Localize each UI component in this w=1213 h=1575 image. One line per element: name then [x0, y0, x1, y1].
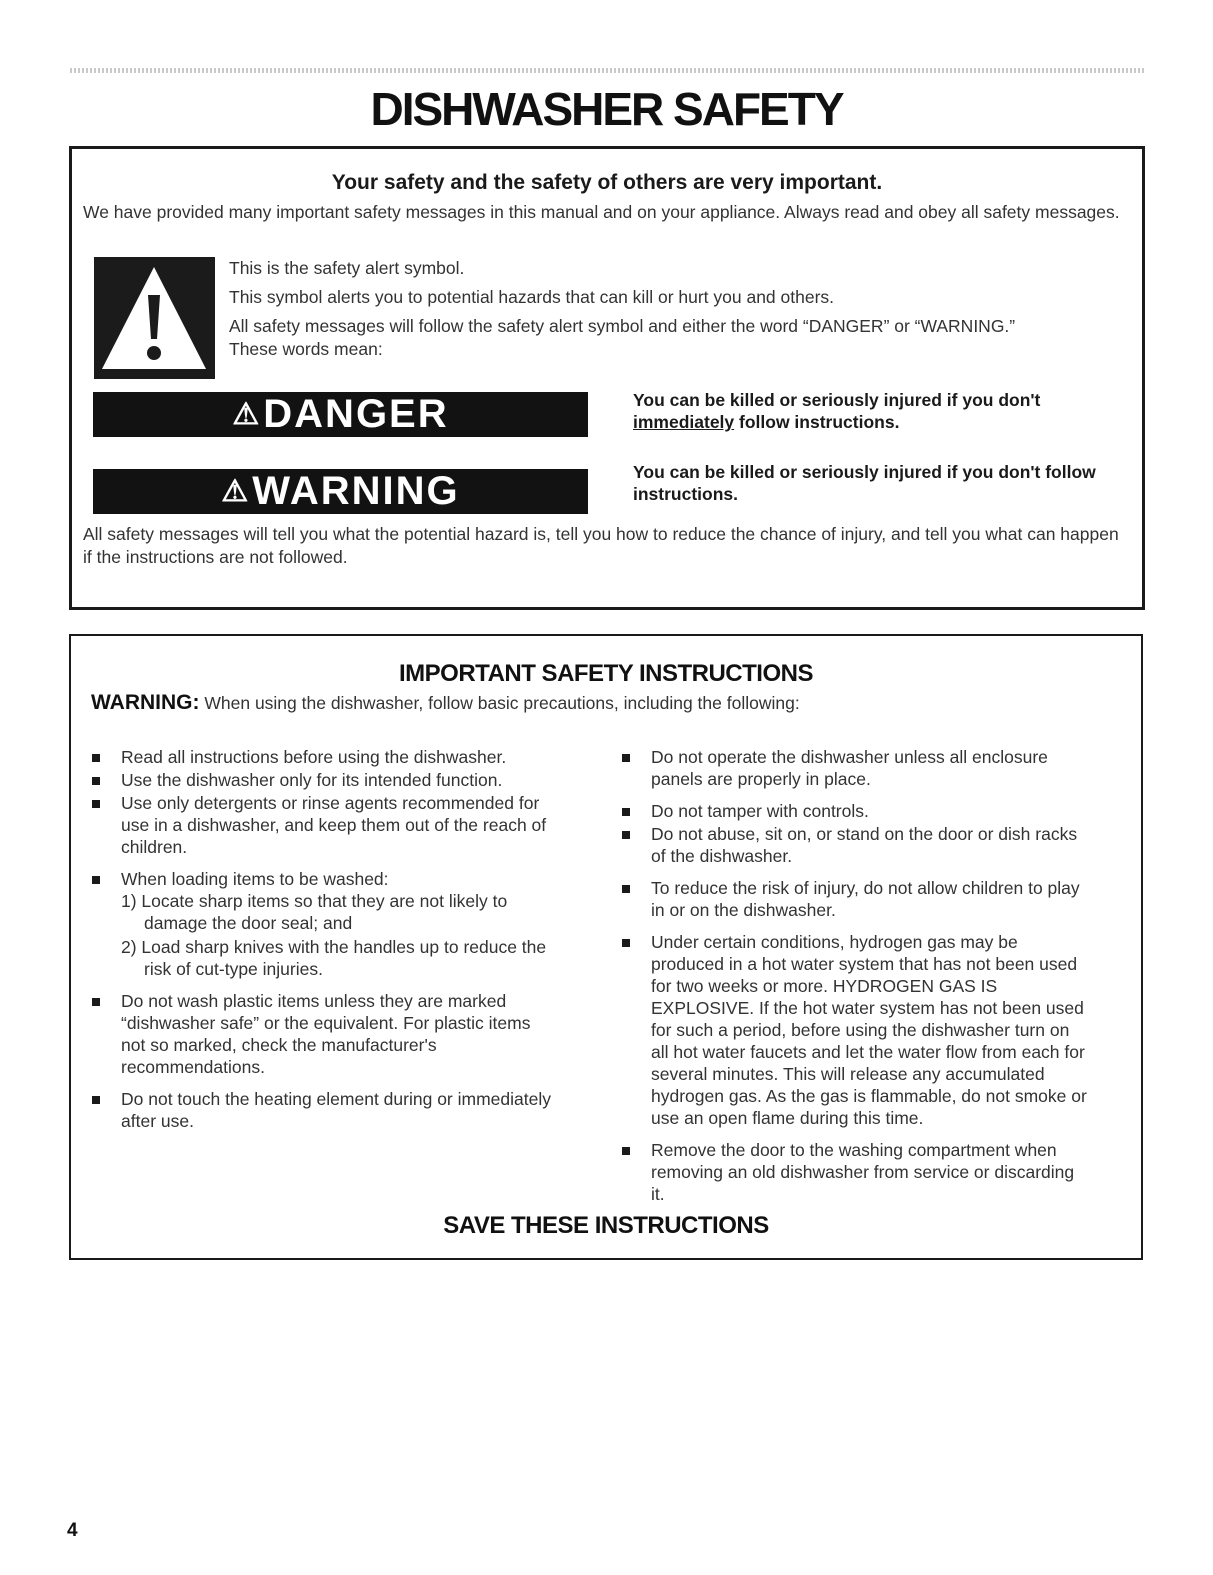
danger-label: DANGER	[263, 392, 449, 436]
instructions-left-column	[88, 746, 558, 1133]
alert-triangle-icon: ⚠	[221, 475, 251, 508]
sub-list-item: 1) Locate sharp items so that they are not likely to damage the door seal; and	[121, 891, 508, 933]
instructions-right-column	[618, 746, 1088, 1206]
danger-text: You can be killed or seriously injured if you don't	[633, 390, 1041, 410]
symbol-line: This is the safety alert symbol.	[229, 258, 465, 278]
symbol-line: All safety messages will follow the safety alert symbol and either the word “DANGER” or “WARNING.” These words mean:	[229, 316, 1016, 359]
loading-sub-list	[121, 890, 558, 980]
instructions-heading: IMPORTANT SAFETY INSTRUCTIONS	[399, 660, 813, 687]
symbol-line: This symbol alerts you to potential hazards that can kill or hurt you and others.	[229, 287, 835, 307]
loading-intro: When loading items to be washed:	[121, 869, 389, 889]
list-item: Do not touch the heating element during or immediately after use.	[88, 1088, 558, 1132]
warning-word: WARNING:	[91, 691, 200, 714]
alert-triangle-icon: ⚠	[232, 398, 262, 431]
list-item: Read all instructions before using the dishwasher.	[88, 746, 558, 768]
list-item: Use the dishwasher only for its intended function.	[88, 769, 558, 791]
safety-message-box	[69, 146, 1145, 610]
warning-label: WARNING	[252, 469, 460, 513]
list-item-loading	[88, 868, 558, 980]
list-item: Remove the door to the washing compartment when removing an old dishwasher from service or discarding it.	[618, 1139, 1088, 1205]
list-item: Do not wash plastic items unless they are marked “dishwasher safe” or the equivalent. For plastic items not so marked, check the manufacturer's recommendations.	[88, 990, 558, 1078]
list-item: To reduce the risk of injury, do not allow children to play in or on the dishwasher.	[618, 877, 1088, 921]
list-item: Do not operate the dishwasher unless all enclosure panels are properly in place.	[618, 746, 1088, 790]
important-instructions-box	[69, 634, 1143, 1260]
safety-alert-symbol-icon	[94, 257, 215, 379]
danger-definition	[633, 389, 1123, 433]
safety-outro-text: All safety messages will tell you what the potential hazard is, tell you how to reduce the chance of injury, and tell you what can happen if the instructions are not followed.	[83, 524, 1119, 567]
danger-signal-banner	[93, 392, 588, 437]
warning-precautions-line	[91, 691, 1131, 715]
warning-definition: You can be killed or seriously injured if you don't follow instructions.	[633, 462, 1096, 504]
save-instructions-heading: SAVE THESE INSTRUCTIONS	[443, 1212, 769, 1239]
warning-precautions-text: When using the dishwasher, follow basic precautions, including the following:	[199, 693, 800, 713]
warning-signal-banner	[93, 469, 588, 514]
danger-underlined-word: immediately	[633, 412, 735, 432]
list-item: Do not tamper with controls.	[618, 800, 1088, 822]
list-item: Do not abuse, sit on, or stand on the door or dish racks of the dishwasher.	[618, 823, 1088, 867]
page-title: DISHWASHER SAFETY	[370, 83, 843, 135]
sub-list-item: 2) Load sharp knives with the handles up to reduce the risk of cut-type injuries.	[121, 937, 547, 979]
list-item: Use only detergents or rinse agents recommended for use in a dishwasher, and keep them out of the reach of children.	[88, 792, 558, 858]
safety-intro-text: We have provided many important safety messages in this manual and on your appliance. Always read and obey all safety messages.	[83, 202, 1120, 222]
top-dotted-rule	[70, 68, 1145, 73]
page-number: 4	[67, 1520, 78, 1541]
danger-text-end: follow instructions.	[734, 412, 900, 432]
list-item: Under certain conditions, hydrogen gas may be produced in a hot water system that has not been used for two weeks or more. HYDROGEN GAS IS EXPLOSIVE. If the hot water system has not been used for such a period, before using the dishwasher turn on all hot water faucets and let the water flow from each for several minutes. This will release any accumulated hydrogen gas. As the gas is flammable, do not smoke or use an open flame during this time.	[618, 931, 1088, 1129]
alert-symbol-explanation	[229, 257, 1049, 367]
safety-box-heading: Your safety and the safety of others are very important.	[331, 171, 883, 194]
